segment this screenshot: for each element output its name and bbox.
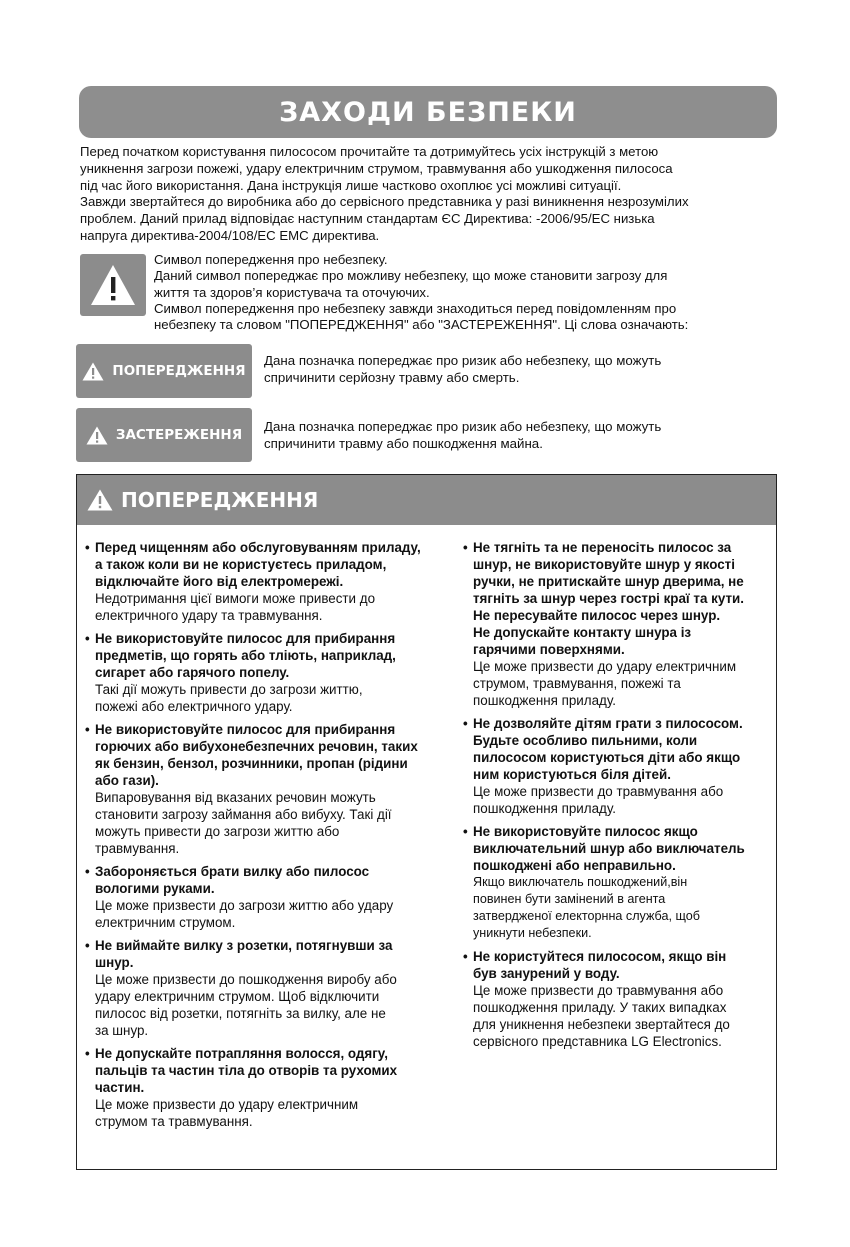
desc-line: травмування. [95,841,180,856]
bullet: • [85,938,90,953]
desc-line: Це може призвести до пошкодження виробу або [95,972,397,987]
warning-section-heading: ПОПЕРЕДЖЕННЯ [121,488,319,512]
desc-line: Це може призвести до травмування або [473,784,724,799]
intro-paragraph [80,144,775,245]
title-line: Не виймайте вилку з розетки, потягнувши за [95,938,393,953]
title-line: або гази). [95,773,159,788]
desc-line: повинен бути замінений в агента [473,892,666,906]
warning-item-title [473,715,773,783]
warning-item-description [95,681,453,715]
title-line: Не дозволяйте дітям грати з пилососом. [473,716,743,731]
desc-line: становити загрозу займання або вибуху. Такі дії [95,807,392,822]
title-line: як бензин, бензол, розчинники, пропан (рідини [95,756,408,771]
title-line: вологими руками. [95,881,215,896]
title-line: Не пересувайте пилосос через шнур. [473,608,721,623]
desc-line: пошкодження приладу. [473,693,616,708]
warning-item [463,539,773,709]
desc-line: Випаровування від вказаних речовин можуть [95,790,376,805]
intro-line: під час його використання. Дана інструкція лише частково охоплює усі можливі ситуації. [80,177,622,193]
title-line: предметів, що горять або тліють, наприклад, [95,648,396,663]
bullet: • [463,540,468,555]
intro-line: Завжди звертайтеся до виробника або до сервісного представника у разі виникнення незрозумілих [80,194,689,210]
title-line: гарячими поверхнями. [473,642,625,657]
warning-item-description [95,897,453,931]
warning-item-description [473,982,773,1050]
desc-line: за шнур. [95,1023,149,1038]
title-line: Не допускайте потрапляння волосся, одягу, [95,1046,388,1061]
warning-item-title [95,1045,453,1096]
warning-symbol-box [80,254,146,316]
warning-item-title [473,823,773,874]
warning-section-header [77,475,776,525]
bullet: • [85,722,90,737]
page-title-bar [79,86,777,138]
intro-line: проблем. Даний прилад відповідає наступним стандартам ЄС Директива: -2006/95/EC низька [80,211,655,227]
caution-badge-description [264,418,774,452]
intro-line: Перед початком користування пилососом прочитайте та дотримуйтесь усіх інструкцій з метою [80,144,659,159]
title-line: Перед чищенням або обслуговуванням приладу, [95,540,421,555]
desc-line: Якщо виключатель пошкоджений,він [473,875,688,889]
warning-triangle-icon [86,426,108,445]
symbol-line: Даний символ попереджає про можливу небезпеку, що може становити загрозу для [154,268,668,284]
title-line: був занурений у воду. [473,966,620,981]
warning-triangle-icon [89,263,137,307]
warning-item-description [473,874,773,942]
warning-badge-label: ПОПЕРЕДЖЕННЯ [112,363,246,379]
desc-line: Це може призвести до загрози життю або удару [95,898,394,913]
symbol-line: життя та здоров’я користувача та оточуючих. [154,284,430,300]
title-line: пальців та частин тіла до отворів та рухомих [95,1063,398,1078]
symbol-line: Символ попередження про небезпеку. [154,252,388,267]
intro-line: уникнення загрози пожежі, удару електричним струмом, травмування або ушкодження пилососа [80,160,673,176]
title-line: шнур. [95,955,134,970]
title-line: тягніть за шнур через гострі краї та кути. [473,591,744,606]
warning-triangle-icon [87,489,113,511]
warning-column-right [463,539,773,1056]
warning-item [85,863,453,931]
desc-line: Це може призвести до травмування або [473,983,724,998]
title-line: Не використовуйте пилосос для прибирання [95,631,396,646]
desc-line: Недотримання цієї вимоги може привести до [95,591,376,606]
badge-desc-line: Дана позначка попереджає про ризик або небезпеку, що можуть [264,419,662,434]
warning-triangle-icon [82,362,104,381]
warning-item [85,1045,453,1130]
title-line: відключайте його від електромережі. [95,574,344,589]
title-line: шнур, не використовуйте шнур у якості [473,557,735,572]
badge-desc-line: спричинити серйозну травму або смерть. [264,370,520,385]
title-line: ручки, не притискайте шнур дверима, не [473,574,744,589]
title-line: ним користуються біля дітей. [473,767,671,782]
title-line: а також коли ви не користуєтесь приладом, [95,557,387,572]
desc-line: електричного удару та травмування. [95,608,323,623]
warning-item [463,948,773,1050]
caution-badge [76,408,252,462]
title-line: пилососом користуються діти або якщо [473,750,741,765]
warning-item-title [95,721,453,789]
warning-item-description [95,789,453,857]
symbol-description [154,252,779,333]
warning-item-title [95,539,453,590]
bullet: • [85,540,90,555]
warning-badge [76,344,252,398]
desc-line: Такі дії можуть привести до загрози життю, [95,682,363,697]
title-line: виключательний шнур або виключатель [473,841,745,856]
symbol-line: небезпеку та словом "ПОПЕРЕДЖЕННЯ" або "ЗАСТЕРЕЖЕННЯ". Ці слова означають: [154,317,689,333]
warning-item [85,937,453,1039]
desc-line: пошкодження приладу. У таких випадках [473,1000,727,1015]
warning-item-description [95,590,453,624]
symbol-line: Символ попередження про небезпеку завжди знаходиться перед повідомленням про [154,300,677,316]
title-line: частин. [95,1080,145,1095]
warning-item [463,823,773,942]
bullet: • [85,864,90,879]
warning-item-description [95,971,453,1039]
warning-item-description [473,783,773,817]
page-title: ЗАХОДИ БЕЗПЕКИ [279,96,577,128]
warning-item [85,630,453,715]
desc-line: Це може призвести до удару електричним [473,659,737,674]
title-line: Не використовуйте пилосос якщо [473,824,698,839]
bullet: • [463,716,468,731]
title-line: пошкоджені або неправильно. [473,858,676,873]
title-line: Не використовуйте пилосос для прибирання [95,722,396,737]
desc-line: удару електричним струмом. Щоб відключити [95,989,380,1004]
bullet: • [85,631,90,646]
warning-item-title [473,948,773,982]
warning-item-title [95,630,453,681]
title-line: сигарет або гарячого попелу. [95,665,290,680]
desc-line: можуть привести до загрози життю або [95,824,340,839]
warning-item [85,721,453,857]
warning-item-description [95,1096,453,1130]
desc-line: сервісного представника LG Electronics. [473,1034,722,1049]
title-line: Не тягніть та не переносіть пилосос за [473,540,732,555]
title-line: Не допускайте контакту шнура із [473,625,692,640]
title-line: Забороняється брати вилку або пилосос [95,864,370,879]
intro-line: напруга директива-2004/108/EC EMC директива. [80,227,380,243]
bullet: • [85,1046,90,1061]
warning-item-title [95,937,453,971]
title-line: горючих або вибухонебезпечних речовин, таких [95,739,418,754]
warning-item [85,539,453,624]
desc-line: уникнути небезпеки. [473,926,592,940]
warning-badge-description [264,352,774,386]
desc-line: електричним струмом. [95,915,236,930]
warning-item-description [473,658,773,709]
badge-desc-line: спричинити травму або пошкодження майна. [264,436,543,451]
warning-item [463,715,773,817]
caution-badge-label: ЗАСТЕРЕЖЕННЯ [115,427,243,443]
desc-line: пошкодження приладу. [473,801,616,816]
title-line: Не користуйтеся пилососом, якщо він [473,949,727,964]
bullet: • [463,824,468,839]
desc-line: затвердженої електорнна служба, щоб [473,909,700,923]
desc-line: струмом, травмування, пожежі та [473,676,681,691]
desc-line: для уникнення небезпеки звертайтеся до [473,1017,730,1032]
bullet: • [463,949,468,964]
warning-column-left [85,539,453,1136]
desc-line: пожежі або електричного удару. [95,699,293,714]
title-line: Будьте особливо пильними, коли [473,733,698,748]
desc-line: струмом та травмування. [95,1114,253,1129]
warning-section [76,474,777,1170]
desc-line: Це може призвести до удару електричним [95,1097,359,1112]
badge-desc-line: Дана позначка попереджає про ризик або небезпеку, що можуть [264,353,662,368]
warning-item-title [95,863,453,897]
desc-line: пилосос від розетки, потягніть за вилку, але не [95,1006,386,1021]
warning-item-title [473,539,773,658]
